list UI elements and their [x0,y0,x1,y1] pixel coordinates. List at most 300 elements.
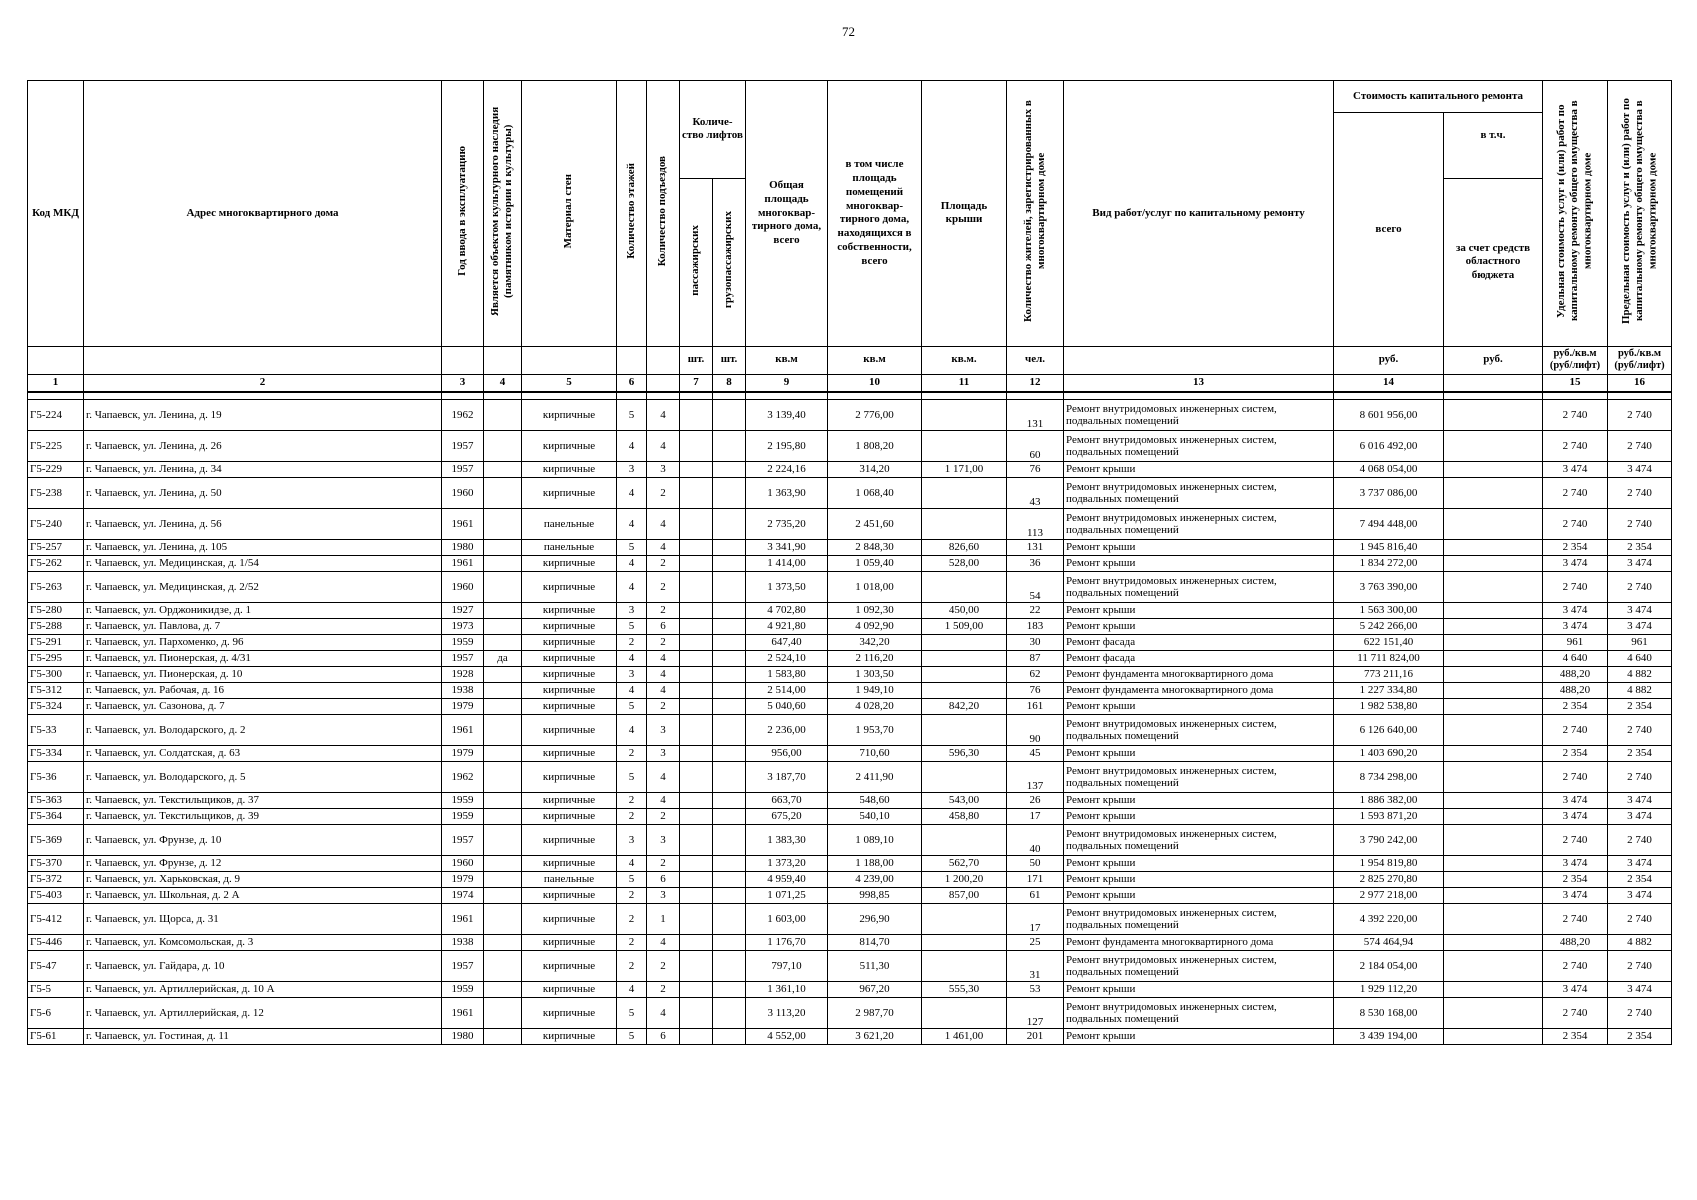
cell-unit-cost: 2 740 [1543,399,1608,430]
cell-code: Г5-263 [28,571,84,602]
cell-residents: 17 [1007,903,1064,934]
cell-heritage [484,761,522,792]
cell-entrances: 3 [647,745,680,761]
cell-residents: 22 [1007,602,1064,618]
cell-heritage [484,698,522,714]
cell-code: Г5-403 [28,887,84,903]
cell-roof [922,950,1007,981]
cell-work: Ремонт фасада [1064,650,1334,666]
cell-heritage [484,1028,522,1044]
cell-area-total: 797,10 [746,950,828,981]
cell-work: Ремонт крыши [1064,602,1334,618]
column-number: 13 [1064,374,1334,392]
cell-entrances: 2 [647,808,680,824]
cell-cost-budget [1444,539,1543,555]
cell-code: Г5-280 [28,602,84,618]
cell-unit-cost: 2 740 [1543,950,1608,981]
cell-max-cost: 2 740 [1608,477,1672,508]
cell-floors: 3 [617,602,647,618]
cell-lifts [680,555,713,571]
cell-lifts [713,430,746,461]
cell-floors: 2 [617,808,647,824]
column-number: 8 [713,374,746,392]
cell-area-total: 2 195,80 [746,430,828,461]
table-row [28,698,1672,714]
cell-entrances: 4 [647,508,680,539]
cell-roof [922,666,1007,682]
cell-year: 1961 [442,508,484,539]
column-number: 1 [28,374,84,392]
cell-year: 1959 [442,808,484,824]
cell-unit-cost: 3 474 [1543,602,1608,618]
cell-max-cost: 2 740 [1608,508,1672,539]
cell-unit-cost: 961 [1543,634,1608,650]
cell-lifts [680,808,713,824]
cell-area-total: 1 603,00 [746,903,828,934]
cell-lifts [680,618,713,634]
cell-year: 1957 [442,430,484,461]
cell-cost-budget [1444,981,1543,997]
cell-lifts [680,871,713,887]
cell-area-owned: 1 949,10 [828,682,922,698]
cell-cost-budget [1444,761,1543,792]
cell-floors: 2 [617,934,647,950]
cell-roof [922,714,1007,745]
cell-roof [922,634,1007,650]
table-row [28,650,1672,666]
cell-address: г. Чапаевск, ул. Артиллерийская, д. 12 [84,997,442,1028]
cell-address: г. Чапаевск, ул. Пионерская, д. 4/31 [84,650,442,666]
cell-cost-budget [1444,650,1543,666]
cell-entrances: 2 [647,634,680,650]
cell-cost-total: 4 068 054,00 [1334,461,1444,477]
hdr-residents: Количество жителей, зарегистрированных в многоквартирном доме [1007,81,1064,347]
cell-cost-budget [1444,618,1543,634]
cell-address: г. Чапаевск, ул. Пархоменко, д. 96 [84,634,442,650]
cell-year: 1979 [442,745,484,761]
cell-cost-budget [1444,571,1543,602]
cell-unit-cost: 2 740 [1543,714,1608,745]
cell-cost-budget [1444,508,1543,539]
cell-roof [922,508,1007,539]
cell-lifts [713,761,746,792]
cell-cost-budget [1444,855,1543,871]
column-number: 2 [84,374,442,392]
cell-code: Г5-225 [28,430,84,461]
cell-cost-total: 1 227 334,80 [1334,682,1444,698]
cell-code: Г5-372 [28,871,84,887]
cell-floors: 2 [617,887,647,903]
unit-max-cost: руб./кв.м (руб/лифт) [1608,346,1672,374]
cell-area-owned: 1 953,70 [828,714,922,745]
cell-area-owned: 814,70 [828,934,922,950]
cell-floors: 5 [617,698,647,714]
cell-area-total: 1 363,90 [746,477,828,508]
cell-lifts [713,539,746,555]
cell-work: Ремонт крыши [1064,745,1334,761]
cell-floors: 3 [617,666,647,682]
cell-floors: 4 [617,508,647,539]
cell-max-cost: 2 740 [1608,399,1672,430]
cell-roof: 458,80 [922,808,1007,824]
hdr-code: Код МКД [28,81,84,347]
table-row [28,508,1672,539]
cell-cost-total: 2 184 054,00 [1334,950,1444,981]
cell-lifts [680,792,713,808]
cell-cost-total: 8 601 956,00 [1334,399,1444,430]
cell-work: Ремонт фасада [1064,634,1334,650]
cell-area-total: 2 224,16 [746,461,828,477]
cell-heritage [484,903,522,934]
cell-max-cost: 4 882 [1608,666,1672,682]
unit-lifts-pass: шт. [680,346,713,374]
cell-area-owned: 540,10 [828,808,922,824]
cell-work: Ремонт крыши [1064,855,1334,871]
cell-lifts [680,477,713,508]
cell-max-cost: 3 474 [1608,602,1672,618]
cell-unit-cost: 2 740 [1543,508,1608,539]
cell-cost-budget [1444,666,1543,682]
cell-unit-cost: 2 740 [1543,761,1608,792]
cell-area-total: 675,20 [746,808,828,824]
cell-area-owned: 2 848,30 [828,539,922,555]
cell-roof [922,824,1007,855]
cell-area-owned: 710,60 [828,745,922,761]
cell-area-total: 1 176,70 [746,934,828,950]
cell-entrances: 4 [647,997,680,1028]
cell-wall: кирпичные [522,887,617,903]
cell-area-owned: 4 092,90 [828,618,922,634]
cell-wall: кирпичные [522,950,617,981]
cell-area-total: 1 383,30 [746,824,828,855]
cell-residents: 113 [1007,508,1064,539]
cell-entrances: 4 [647,682,680,698]
cell-address: г. Чапаевск, ул. Ленина, д. 26 [84,430,442,461]
cell-area-total: 2 236,00 [746,714,828,745]
table-row [28,808,1672,824]
cell-lifts [713,997,746,1028]
cell-lifts [680,461,713,477]
cell-year: 1961 [442,714,484,745]
cell-code: Г5-47 [28,950,84,981]
cell-cost-total: 574 464,94 [1334,934,1444,950]
cell-wall: кирпичные [522,555,617,571]
cell-entrances: 2 [647,698,680,714]
cell-area-total: 3 139,40 [746,399,828,430]
table-row [28,934,1672,950]
table-row [28,981,1672,997]
cell-heritage [484,430,522,461]
cell-year: 1959 [442,981,484,997]
unit-unit-cost: руб./кв.м (руб/лифт) [1543,346,1608,374]
cell-area-total: 2 514,00 [746,682,828,698]
cell-area-owned: 2 987,70 [828,997,922,1028]
cell-cost-total: 1 945 816,40 [1334,539,1444,555]
cell-area-total: 4 702,80 [746,602,828,618]
cell-lifts [680,682,713,698]
cell-lifts [713,808,746,824]
cell-floors: 4 [617,650,647,666]
cell-work: Ремонт внутридомовых инженерных систем, подвальных помещений [1064,477,1334,508]
cell-cost-budget [1444,461,1543,477]
cell-unit-cost: 2 354 [1543,698,1608,714]
cell-max-cost: 3 474 [1608,792,1672,808]
cell-residents: 50 [1007,855,1064,871]
cell-area-owned: 4 239,00 [828,871,922,887]
cell-max-cost: 2 740 [1608,997,1672,1028]
cell-code: Г5-295 [28,650,84,666]
cell-residents: 137 [1007,761,1064,792]
cell-code: Г5-446 [28,934,84,950]
cell-unit-cost: 3 474 [1543,981,1608,997]
cell-max-cost: 2 354 [1608,698,1672,714]
cell-wall: кирпичные [522,461,617,477]
cell-code: Г5-312 [28,682,84,698]
cell-area-owned: 296,90 [828,903,922,934]
hdr-cost-total: всего [1334,113,1444,347]
cell-cost-budget [1444,698,1543,714]
cell-heritage [484,950,522,981]
unit-roof: кв.м. [922,346,1007,374]
cell-roof: 842,20 [922,698,1007,714]
cell-lifts [713,618,746,634]
table-row [28,887,1672,903]
cell-wall: кирпичные [522,477,617,508]
cell-address: г. Чапаевск, ул. Комсомольская, д. 3 [84,934,442,950]
cell-max-cost: 2 354 [1608,745,1672,761]
cell-lifts [713,634,746,650]
cell-year: 1927 [442,602,484,618]
cell-work: Ремонт крыши [1064,698,1334,714]
cell-wall: панельные [522,539,617,555]
cell-unit-cost: 4 640 [1543,650,1608,666]
cell-unit-cost: 2 354 [1543,745,1608,761]
cell-area-total: 5 040,60 [746,698,828,714]
cell-work: Ремонт внутридомовых инженерных систем, подвальных помещений [1064,824,1334,855]
cell-cost-budget [1444,887,1543,903]
cell-work: Ремонт крыши [1064,618,1334,634]
cell-address: г. Чапаевск, ул. Текстильщиков, д. 37 [84,792,442,808]
cell-floors: 2 [617,792,647,808]
cell-wall: кирпичные [522,634,617,650]
cell-area-owned: 1 188,00 [828,855,922,871]
cell-lifts [680,855,713,871]
cell-lifts [680,634,713,650]
cell-entrances: 4 [647,430,680,461]
unit-cost-total: руб. [1334,346,1444,374]
cell-max-cost: 3 474 [1608,981,1672,997]
cell-residents: 127 [1007,997,1064,1028]
cell-year: 1973 [442,618,484,634]
cell-code: Г5-288 [28,618,84,634]
cell-code: Г5-61 [28,1028,84,1044]
cell-year: 1960 [442,855,484,871]
cell-unit-cost: 2 354 [1543,1028,1608,1044]
cell-cost-budget [1444,950,1543,981]
table-row [28,539,1672,555]
cell-lifts [680,508,713,539]
cell-cost-total: 622 151,40 [1334,634,1444,650]
cell-entrances: 2 [647,477,680,508]
cell-address: г. Чапаевск, ул. Школьная, д. 2 А [84,887,442,903]
cell-heritage [484,714,522,745]
cell-max-cost: 2 740 [1608,571,1672,602]
cell-roof [922,903,1007,934]
cell-floors: 4 [617,855,647,871]
cell-address: г. Чапаевск, ул. Ленина, д. 19 [84,399,442,430]
table-row [28,618,1672,634]
cell-heritage [484,602,522,618]
cell-code: Г5-300 [28,666,84,682]
unit-lifts-cargo: шт. [713,346,746,374]
cell-lifts [713,508,746,539]
cell-cost-total: 2 977 218,00 [1334,887,1444,903]
hdr-unit-cost: Удельная стоимость услуг и (или) работ по капитальному ремонту общего имущества в многоквартирном доме [1543,81,1608,347]
cell-wall: кирпичные [522,698,617,714]
cell-cost-total: 1 886 382,00 [1334,792,1444,808]
hdr-cost-incl: в т.ч. [1444,113,1543,179]
capital-repair-table [27,80,1672,1045]
cell-roof: 562,70 [922,855,1007,871]
cell-address: г. Чапаевск, ул. Сазонова, д. 7 [84,698,442,714]
cell-year: 1938 [442,682,484,698]
cell-cost-total: 1 403 690,20 [1334,745,1444,761]
cell-wall: кирпичные [522,602,617,618]
cell-unit-cost: 3 474 [1543,792,1608,808]
cell-lifts [680,714,713,745]
cell-work: Ремонт внутридомовых инженерных систем, подвальных помещений [1064,997,1334,1028]
cell-entrances: 1 [647,903,680,934]
cell-area-total: 4 921,80 [746,618,828,634]
hdr-work: Вид работ/услуг по капитальному ремонту [1064,81,1334,347]
cell-lifts [680,1028,713,1044]
cell-cost-budget [1444,714,1543,745]
cell-area-owned: 1 018,00 [828,571,922,602]
cell-floors: 3 [617,824,647,855]
cell-residents: 45 [1007,745,1064,761]
cell-heritage [484,871,522,887]
column-number [647,374,680,392]
cell-wall: панельные [522,871,617,887]
cell-work: Ремонт крыши [1064,1028,1334,1044]
cell-area-owned: 342,20 [828,634,922,650]
cell-wall: кирпичные [522,430,617,461]
unit-area-owned: кв.м [828,346,922,374]
hdr-area-owned: в том числе площадь помещений многоквар-тирного дома, находящихся в собственности, всего [828,81,922,347]
cell-entrances: 6 [647,871,680,887]
cell-floors: 4 [617,981,647,997]
cell-area-owned: 2 411,90 [828,761,922,792]
cell-lifts [680,761,713,792]
cell-lifts [713,714,746,745]
cell-heritage [484,461,522,477]
cell-cost-total: 11 711 824,00 [1334,650,1444,666]
cell-floors: 5 [617,539,647,555]
table-row [28,571,1672,602]
cell-unit-cost: 3 474 [1543,855,1608,871]
cell-address: г. Чапаевск, ул. Щорса, д. 31 [84,903,442,934]
cell-residents: 31 [1007,950,1064,981]
cell-unit-cost: 3 474 [1543,808,1608,824]
cell-max-cost: 2 740 [1608,430,1672,461]
cell-area-owned: 1 068,40 [828,477,922,508]
cell-roof [922,650,1007,666]
cell-area-total: 1 071,25 [746,887,828,903]
cell-address: г. Чапаевск, ул. Медицинская, д. 2/52 [84,571,442,602]
table-row [28,714,1672,745]
cell-max-cost: 4 640 [1608,650,1672,666]
cell-year: 1962 [442,399,484,430]
cell-entrances: 4 [647,539,680,555]
cell-roof [922,571,1007,602]
cell-entrances: 4 [647,399,680,430]
cell-heritage [484,808,522,824]
cell-address: г. Чапаевск, ул. Ленина, д. 105 [84,539,442,555]
cell-cost-total: 5 242 266,00 [1334,618,1444,634]
cell-heritage [484,745,522,761]
cell-wall: кирпичные [522,855,617,871]
column-number: 7 [680,374,713,392]
cell-code: Г5-229 [28,461,84,477]
cell-area-owned: 548,60 [828,792,922,808]
cell-address: г. Чапаевск, ул. Гостиная, д. 11 [84,1028,442,1044]
cell-residents: 76 [1007,682,1064,698]
cell-cost-budget [1444,934,1543,950]
cell-max-cost: 2 740 [1608,824,1672,855]
cell-lifts [680,981,713,997]
cell-work: Ремонт фундамента многоквартирного дома [1064,666,1334,682]
cell-roof: 528,00 [922,555,1007,571]
cell-cost-total: 1 563 300,00 [1334,602,1444,618]
cell-code: Г5-5 [28,981,84,997]
cell-wall: кирпичные [522,808,617,824]
column-number: 10 [828,374,922,392]
cell-area-owned: 1 059,40 [828,555,922,571]
column-number: 3 [442,374,484,392]
cell-wall: кирпичные [522,1028,617,1044]
cell-lifts [713,461,746,477]
cell-floors: 5 [617,399,647,430]
hdr-entrances: Количество подъездов [647,81,680,347]
cell-cost-total: 1 593 871,20 [1334,808,1444,824]
cell-floors: 5 [617,761,647,792]
cell-lifts [680,430,713,461]
cell-roof: 1 200,20 [922,871,1007,887]
cell-cost-total: 1 982 538,80 [1334,698,1444,714]
cell-unit-cost: 488,20 [1543,934,1608,950]
cell-year: 1960 [442,571,484,602]
cell-area-owned: 1 092,30 [828,602,922,618]
cell-unit-cost: 2 354 [1543,871,1608,887]
cell-roof: 450,00 [922,602,1007,618]
hdr-lifts-pass: пассажирских [680,178,713,346]
cell-wall: кирпичные [522,618,617,634]
cell-work: Ремонт внутридомовых инженерных систем, подвальных помещений [1064,508,1334,539]
cell-year: 1957 [442,824,484,855]
cell-entrances: 3 [647,824,680,855]
cell-roof [922,934,1007,950]
column-number: 14 [1334,374,1444,392]
cell-area-total: 2 735,20 [746,508,828,539]
cell-heritage [484,824,522,855]
cell-address: г. Чапаевск, ул. Володарского, д. 2 [84,714,442,745]
cell-address: г. Чапаевск, ул. Медицинская, д. 1/54 [84,555,442,571]
cell-cost-total: 6 126 640,00 [1334,714,1444,745]
cell-wall: кирпичные [522,792,617,808]
cell-lifts [680,571,713,602]
cell-year: 1979 [442,698,484,714]
cell-entrances: 2 [647,855,680,871]
